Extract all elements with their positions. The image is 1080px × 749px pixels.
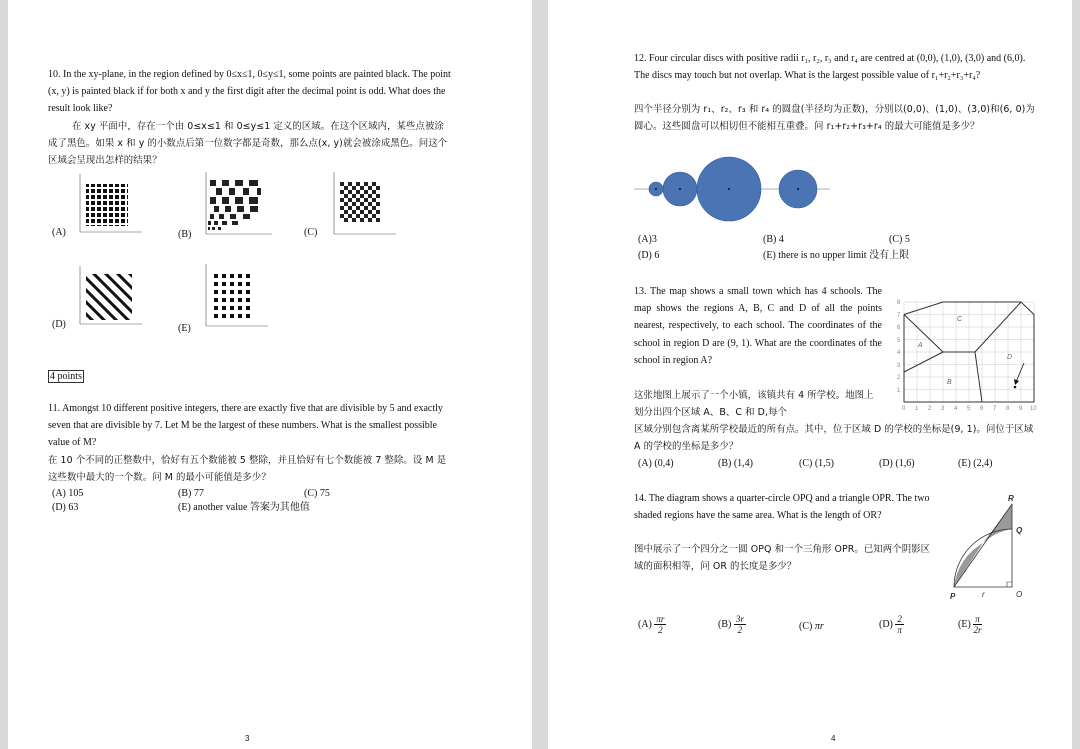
q13-option-c: (C) (1,5) xyxy=(799,458,834,469)
q10-option-d-label: (D) xyxy=(52,319,66,330)
q13-english: 13. The map shows a small town which has 4 schools. The map shows the regions A, B, C and D of all the points nearest, respectively, to each school. The coordinates of the school in region D are (9, 1). What are the coordinates of the school in region A? xyxy=(634,286,882,366)
q10-english: 10. In the xy-plane, in the region defined by 0≤x≤1, 0≤y≤1, some points are painted black. The point (x, y) is painted black if for both x and y the first digit after the decimal point is odd. What does the result look like? xyxy=(48,69,451,115)
q13-y-tick: 4 xyxy=(897,350,901,356)
q13-option-b: (B) (1,4) xyxy=(718,458,753,469)
q13-x-tick: 7 xyxy=(993,406,997,412)
q10-option-a-label: (A) xyxy=(52,227,66,238)
q14-option-b: (B) $\frac{3r}{2}$ xyxy=(718,614,744,635)
q12-option-a: (A)3 xyxy=(638,234,657,245)
q11-option-e: (E) another value 答案为其他值 xyxy=(178,502,310,513)
q11-option-b: (B) 77 xyxy=(178,488,204,499)
q14-chinese: 图中展示了一个四分之一圆 OPQ 和一个三角形 OPR。已知两个阴影区域的面积相等，问 OR 的长度是多少？ xyxy=(634,544,931,573)
q13-x-tick: 1 xyxy=(915,406,919,412)
q14-label-r: R xyxy=(1008,494,1014,503)
q14-option-a: (A) $\frac{\pi r}{2}$ xyxy=(638,614,665,635)
q10-option-b-figure xyxy=(202,172,274,240)
q13-y-tick: 5 xyxy=(897,338,901,344)
q13-town-map xyxy=(894,298,1042,414)
q11-option-d: (D) 63 xyxy=(52,502,79,513)
q13-region-c: C xyxy=(957,316,963,323)
q14-label-radius: r xyxy=(982,590,985,599)
q14-quarter-circle-figure xyxy=(950,492,1030,604)
q13-y-tick: 8 xyxy=(897,300,901,306)
q13-chinese-part1: 这张地图上展示了一个小镇，该镇共有 4 所学校。地图上划分出四个区域 A、B、C 和 D,每个 xyxy=(634,390,874,419)
q10-chinese: 在 xy 平面中，存在一个由 0≤x≤1 和 0≤y≤1 定义的区域。在这个区域内，某些点被涂成了黑色。如果 x 和 y 的小数点后第一位数字都是奇数，那么点(x, y)就会被涂成黑色。问这个区域会呈现出怎样的结果？ xyxy=(48,121,448,167)
q14-label-p: P xyxy=(950,592,956,601)
q11-option-a: (A) 105 xyxy=(52,488,84,499)
q13-option-e: (E) (2,4) xyxy=(958,458,993,469)
q13-x-tick: 9 xyxy=(1019,406,1023,412)
q11-chinese: 在 10 个不同的正整数中，恰好有五个数能被 5 整除，并且恰好有七个数能被 7 整除。设 M 是这些数中最大的一个数。问 M 的最小可能值是多少？ xyxy=(48,455,447,484)
q12-option-b: (B) 4 xyxy=(763,234,784,245)
q12-option-c: (C) 5 xyxy=(889,234,910,245)
q10-option-e-figure xyxy=(202,264,272,332)
q14-option-c: (C) πr xyxy=(799,621,824,632)
left-page xyxy=(8,0,532,749)
q10-option-c-label: (C) xyxy=(304,227,318,238)
q14-english: 14. The diagram shows a quarter-circle OPQ and a triangle OPR. The two shaded regions have the same area. What is the length of OR? xyxy=(634,493,930,522)
q14-label-q: Q xyxy=(1016,526,1023,535)
q10-option-e-label: (E) xyxy=(178,323,191,334)
q13-option-a: (A) (0,4) xyxy=(638,458,674,469)
q14-option-e: (E) $\frac{\pi}{2r}$ xyxy=(958,614,982,635)
q13-x-tick: 2 xyxy=(928,406,932,412)
q13-option-d: (D) (1,6) xyxy=(879,458,915,469)
q10-option-c-figure xyxy=(330,172,400,240)
q13-x-tick: 8 xyxy=(1006,406,1010,412)
q14-option-d: (D) $\frac{2}{\pi}$ xyxy=(879,614,902,635)
q12-option-e: (E) there is no upper limit 没有上限 xyxy=(763,250,910,261)
q10-points-box: 4 points xyxy=(50,371,82,382)
right-page-number: 4 xyxy=(831,734,836,743)
q13-region-b: B xyxy=(947,379,952,386)
q13-chinese-part2: 区域分别包含离某所学校最近的所有点。其中，位于区域 D 的学校的坐标是(9, 1)。问位于区域 A 的学校的坐标是多少？ xyxy=(634,424,1034,453)
q10-option-b-label: (B) xyxy=(178,229,192,240)
q13-x-tick: 4 xyxy=(954,406,958,412)
q13-region-d: D xyxy=(1007,354,1013,361)
q13-x-tick: 10 xyxy=(1030,406,1037,412)
q10-option-d-figure xyxy=(76,266,146,330)
q11-option-c: (C) 75 xyxy=(304,488,330,499)
q13-y-tick: 7 xyxy=(897,313,901,319)
q11-english: 11. Amongst 10 different positive integers, there are exactly five that are divisible by 5 and exactly seven that are divisible by 7. Let M be the largest of these numbers. What is the smallest possible value of M? xyxy=(48,403,443,449)
q12-english: 12. Four circular discs with positive radii r₁, r₂, r₃ and r₄ are centred at (0,0), (1,0), (3,0) and (6,0). The discs may touch but not overlap. What is the largest possible value of r₁+r₂+r₃+r₄? xyxy=(634,53,1026,82)
q13-x-tick: 5 xyxy=(967,406,971,412)
q10-option-a-figure xyxy=(76,174,146,238)
q13-x-tick: 0 xyxy=(902,406,906,412)
q13-x-tick: 3 xyxy=(941,406,945,412)
q13-y-tick: 2 xyxy=(897,375,901,381)
q12-option-d: (D) 6 xyxy=(638,250,660,261)
q13-region-a: A xyxy=(918,342,923,349)
q12-discs-figure xyxy=(634,158,834,222)
right-page xyxy=(548,0,1072,749)
q12-chinese: 四个半径分别为 r₁、r₂、r₃ 和 r₄ 的圆盘(半径均为正数)，分别以(0,0)、(1,0)、(3,0)和(6, 0)为圆心。这些圆盘可以相切但不能相互重叠。问 r₁+r₂+r₃+r₄ 的最大可能值是多少？ xyxy=(634,104,1035,133)
left-page-number: 3 xyxy=(245,734,250,743)
q13-y-tick: 1 xyxy=(897,388,901,394)
q14-label-o: O xyxy=(1016,590,1023,599)
q13-y-tick: 3 xyxy=(897,363,901,369)
q13-x-tick: 6 xyxy=(980,406,984,412)
q13-y-tick: 6 xyxy=(897,325,901,331)
